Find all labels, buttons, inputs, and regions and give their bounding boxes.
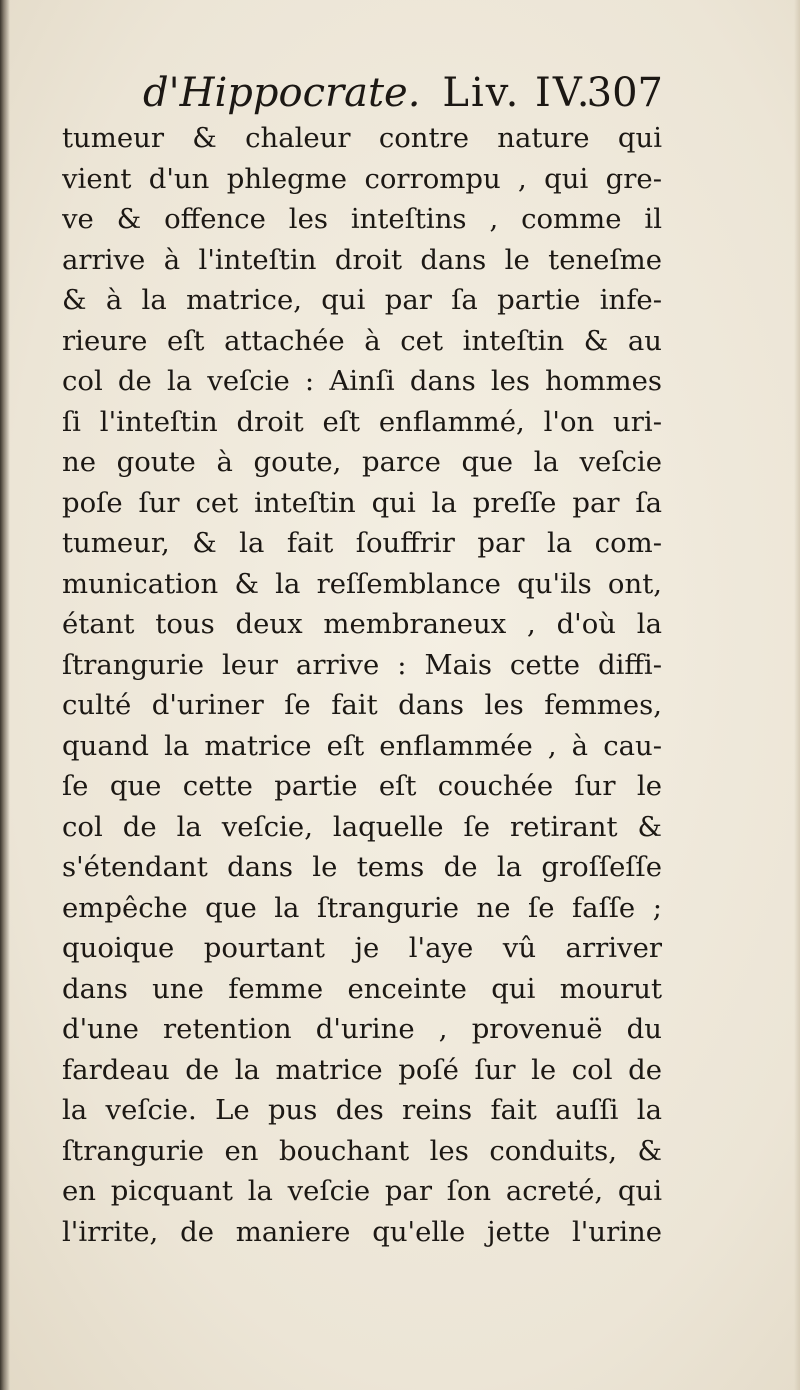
text-line: dans une femme enceinte qui mourut	[62, 972, 662, 1005]
text-line: poſe ſur cet inteſtin qui la preſſe par ſa	[62, 486, 662, 519]
page-header	[143, 66, 663, 120]
text-line: culté d'uriner ſe fait dans les femmes,	[62, 689, 662, 721]
book-reference: Liv. IV.	[442, 70, 592, 116]
text-line: la veſcie. Le pus des reins fait auſſi la	[62, 1094, 662, 1126]
text-line: empêche que la ſtrangurie ne ſe faſſe ;	[62, 891, 662, 924]
text-line: arrive à l'inteſtin droit dans le teneſme	[62, 243, 662, 276]
page-number: 307	[586, 70, 663, 116]
text-line: tumeur & chaleur contre nature qui	[62, 122, 662, 154]
text-line: en picquant la veſcie par ſon acreté, qui	[62, 1175, 662, 1207]
page-edge	[794, 0, 800, 1390]
text-line: ve & offence les inteſtins , comme il	[62, 203, 662, 235]
text-line: quoique pourtant je l'aye vû arriver	[62, 932, 662, 964]
text-line: munication & la reſſemblance qu'ils ont,	[62, 567, 662, 600]
text-line: & à la matrice, qui par ſa partie infe-	[62, 284, 662, 316]
text-line: quand la matrice eſt enflammée , à cau-	[62, 729, 662, 762]
text-line: l'irrite, de maniere qu'elle jette l'urine	[62, 1215, 662, 1248]
running-head: d'Hippocrate.	[143, 70, 421, 116]
text-line: ſi l'inteſtin droit eſt enflammé, l'on uri-	[62, 405, 662, 438]
text-line: ne goute à goute, parce que la veſcie	[62, 446, 662, 478]
text-line: fardeau de la matrice poſé ſur le col de	[62, 1053, 662, 1086]
text-line: ſtrangurie en bouchant les conduits, &	[62, 1134, 662, 1167]
text-line: étant tous deux membraneux , d'où la	[62, 608, 662, 640]
text-line: s'étendant dans le tems de la groſſeſſe	[62, 851, 662, 883]
text-line: d'une retention d'urine , provenuë du	[62, 1013, 662, 1045]
text-line: ſtrangurie leur arrive : Mais cette diffi-	[62, 648, 662, 681]
binding-shadow	[0, 0, 10, 1390]
text-line: col de la veſcie, laquelle ſe retirant &	[62, 810, 662, 843]
text-line: rieure eſt attachée à cet inteſtin & au	[62, 324, 662, 357]
text-line: tumeur, & la fait ſouffrir par la com-	[62, 527, 662, 559]
body-text	[62, 118, 662, 1252]
text-line: ſe que cette partie eſt couchée ſur le	[62, 770, 662, 802]
text-line: vient d'un phlegme corrompu , qui gre-	[62, 162, 662, 195]
text-line: col de la veſcie : Ainſi dans les hommes	[62, 365, 662, 397]
